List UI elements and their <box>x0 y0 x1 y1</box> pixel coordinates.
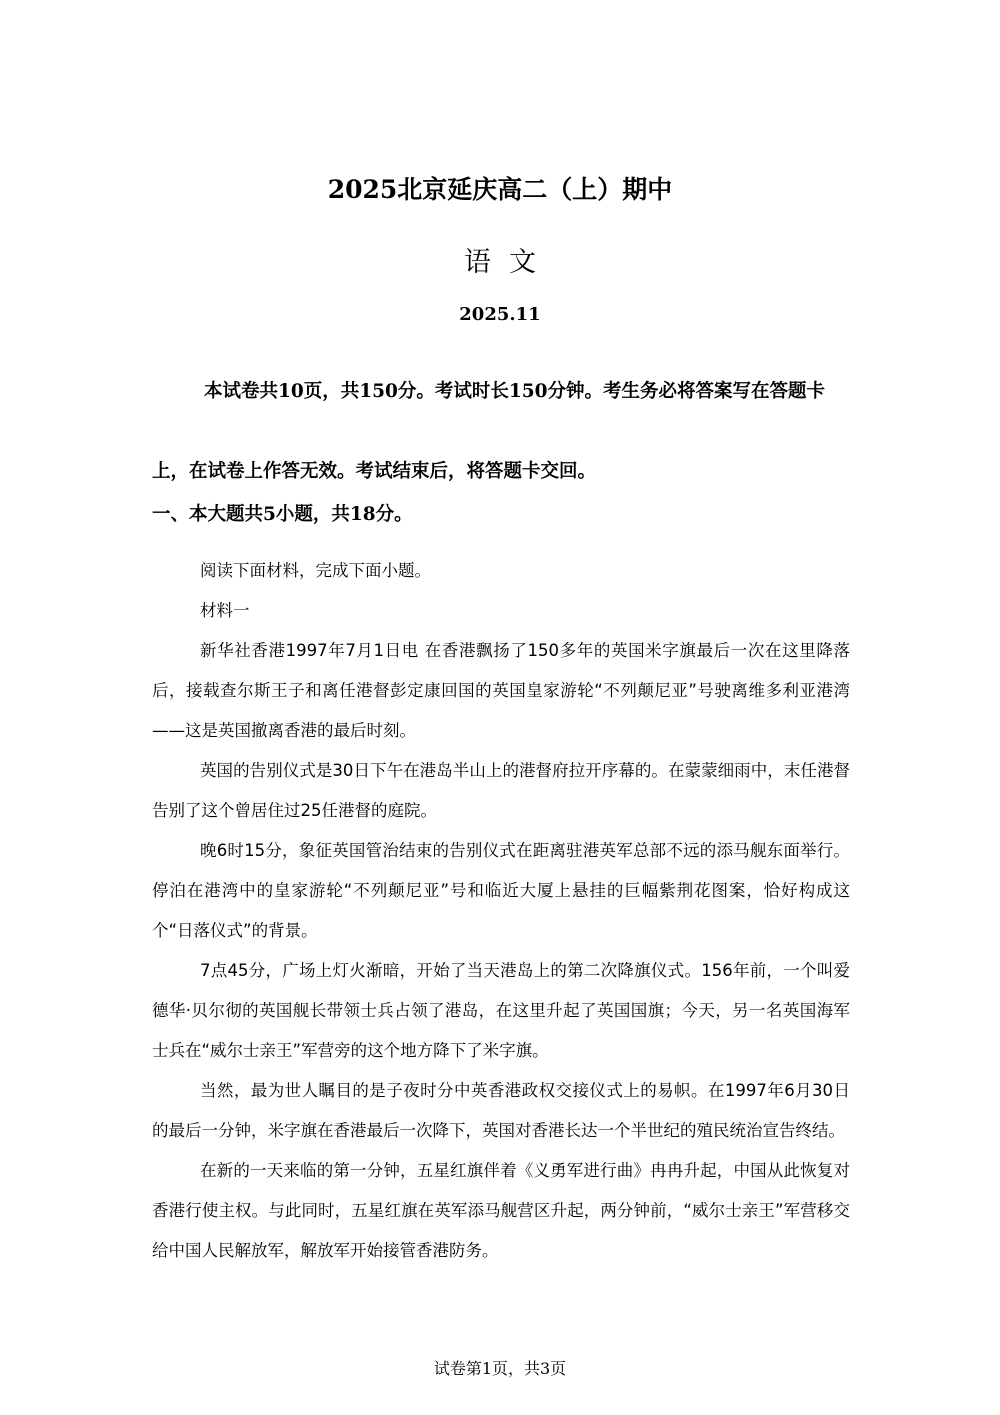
page-footer: 试卷第1页，共3页 <box>433 1359 567 1378</box>
paragraph: 当然，最为世人瞩目的是子夜时分中英香港政权交接仪式上的易帜。在1997年6月30日的最后一分钟，米字旗在香港最后一次降下，英国对香港长达一个半世纪的殖民统治宣告终结。 <box>152 1081 850 1140</box>
paragraph: 材料一 <box>200 601 250 620</box>
subject-title: 语文 <box>464 247 554 278</box>
section-heading: 一、本大题共5小题，共18分。 <box>152 504 413 525</box>
exam-date: 2025.11 <box>459 304 541 325</box>
exam-title: 2025北京延庆高二（上）期中 <box>327 175 673 204</box>
paragraph: 新华社香港1997年7月1日电 在香港飘扬了150多年的英国米字旗最后一次在这里降落后，接载查尔斯王子和离任港督彭定康回国的英国皇家游轮“不列颠尼亚”号驶离维多利亚港湾——这是英国撤离香港的最后时刻。 <box>152 641 850 740</box>
paragraph: 英国的告别仪式是30日下午在港岛半山上的港督府拉开序幕的。在蒙蒙细雨中，末任港督告别了这个曾居住过25任港督的庭院。 <box>152 761 850 820</box>
reading-material <box>152 551 850 1271</box>
paragraph: 7点45分，广场上灯火渐暗，开始了当天港岛上的第二次降旗仪式。156年前，一个叫爱德华·贝尔彻的英国舰长带领士兵占领了港岛，在这里升起了英国国旗；今天，另一名英国海军士兵在“威尔士亲王”军营旁的这个地方降下了米字旗。 <box>152 961 850 1060</box>
paragraph: 阅读下面材料，完成下面小题。 <box>200 561 431 580</box>
paragraph: 晚6时15分，象征英国管治结束的告别仪式在距离驻港英军总部不远的添马舰东面举行。停泊在港湾中的皇家游轮“不列颠尼亚”号和临近大厦上悬挂的巨幅紫荆花图案，恰好构成这个“日落仪式”的背景。 <box>152 841 850 940</box>
exam-instructions: 本试卷共10页，共150分。考试时长150分钟。考生务必将答案写在答题卡上，在试卷上作答无效。考试结束后，将答题卡交回。 <box>152 381 825 482</box>
paragraph: 在新的一天来临的第一分钟，五星红旗伴着《义勇军进行曲》冉冉升起，中国从此恢复对香港行使主权。与此同时，五星红旗在英军添马舰营区升起，两分钟前，“威尔士亲王”军营移交给中国人民解放军，解放军开始接管香港防务。 <box>152 1161 850 1260</box>
